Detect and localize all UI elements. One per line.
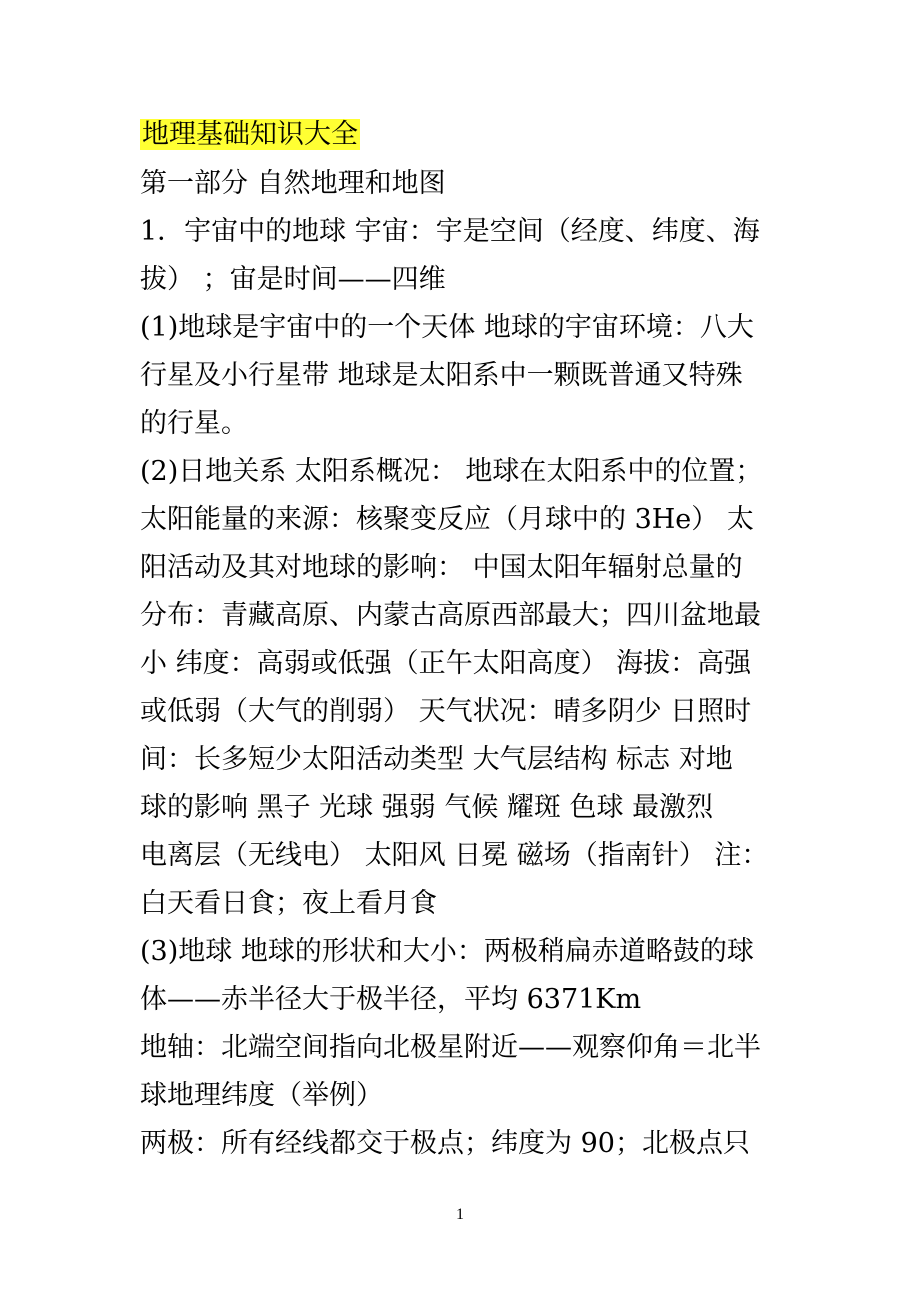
text-line-13: 间：长多短少太阳活动类型 大气层结构 标志 对地 [140, 744, 733, 775]
text-line-15: 电离层（无线电） 太阳风 日冕 磁场（指南针） 注： [140, 840, 769, 871]
text-line-20: 球地理纬度（举例） [140, 1080, 383, 1111]
text-line-3: 拔） ；宙是时间——四维 [140, 264, 446, 295]
text-line-4: (1)地球是宇宙中的一个天体 地球的宇宙环境：八大 [140, 312, 754, 343]
text-line-6: 的行星。 [140, 408, 248, 439]
text-line-18: 体——赤半径大于极半径，平均 6371Km [140, 984, 642, 1015]
text-line-17: (3)地球 地球的形状和大小：两极稍扁赤道略鼓的球 [140, 936, 754, 967]
text-line-14: 球的影响 黑子 光球 强弱 气候 耀斑 色球 最激烈 [140, 792, 714, 823]
text-line-7: (2)日地关系 太阳系概况： 地球在太阳系中的位置； [140, 456, 763, 487]
document-title-line [140, 113, 800, 157]
text-line-21: 两极：所有经线都交于极点；纬度为 90；北极点只 [140, 1128, 750, 1159]
text-line-16: 白天看日食；夜上看月食 [140, 888, 437, 919]
text-line-12: 或低弱（大气的削弱） 天气状况：晴多阴少 日照时 [140, 696, 752, 727]
text-line-9: 阳活动及其对地球的影响： 中国太阳年辐射总量的 [140, 552, 743, 583]
text-line-2: 1．宇宙中的地球 宇宙：宇是空间（经度、纬度、海 [140, 216, 760, 247]
text-line-19: 地轴：北端空间指向北极星附近——观察仰角＝北半 [140, 1032, 761, 1063]
text-line-5: 行星及小行星带 地球是太阳系中一颗既普通又特殊 [140, 360, 743, 391]
text-line-1: 第一部分 自然地理和地图 [140, 168, 446, 199]
page-number: 1 [456, 1206, 464, 1223]
document-title: 地理基础知识大全 [142, 119, 358, 150]
text-line-10: 分布：青藏高原、内蒙古高原西部最大；四川盆地最 [140, 600, 761, 631]
text-line-8: 太阳能量的来源：核聚变反应（月球中的 3He） 太 [140, 504, 754, 535]
text-line-11: 小 纬度：高弱或低强（正午太阳高度） 海拔：高强 [140, 648, 752, 679]
